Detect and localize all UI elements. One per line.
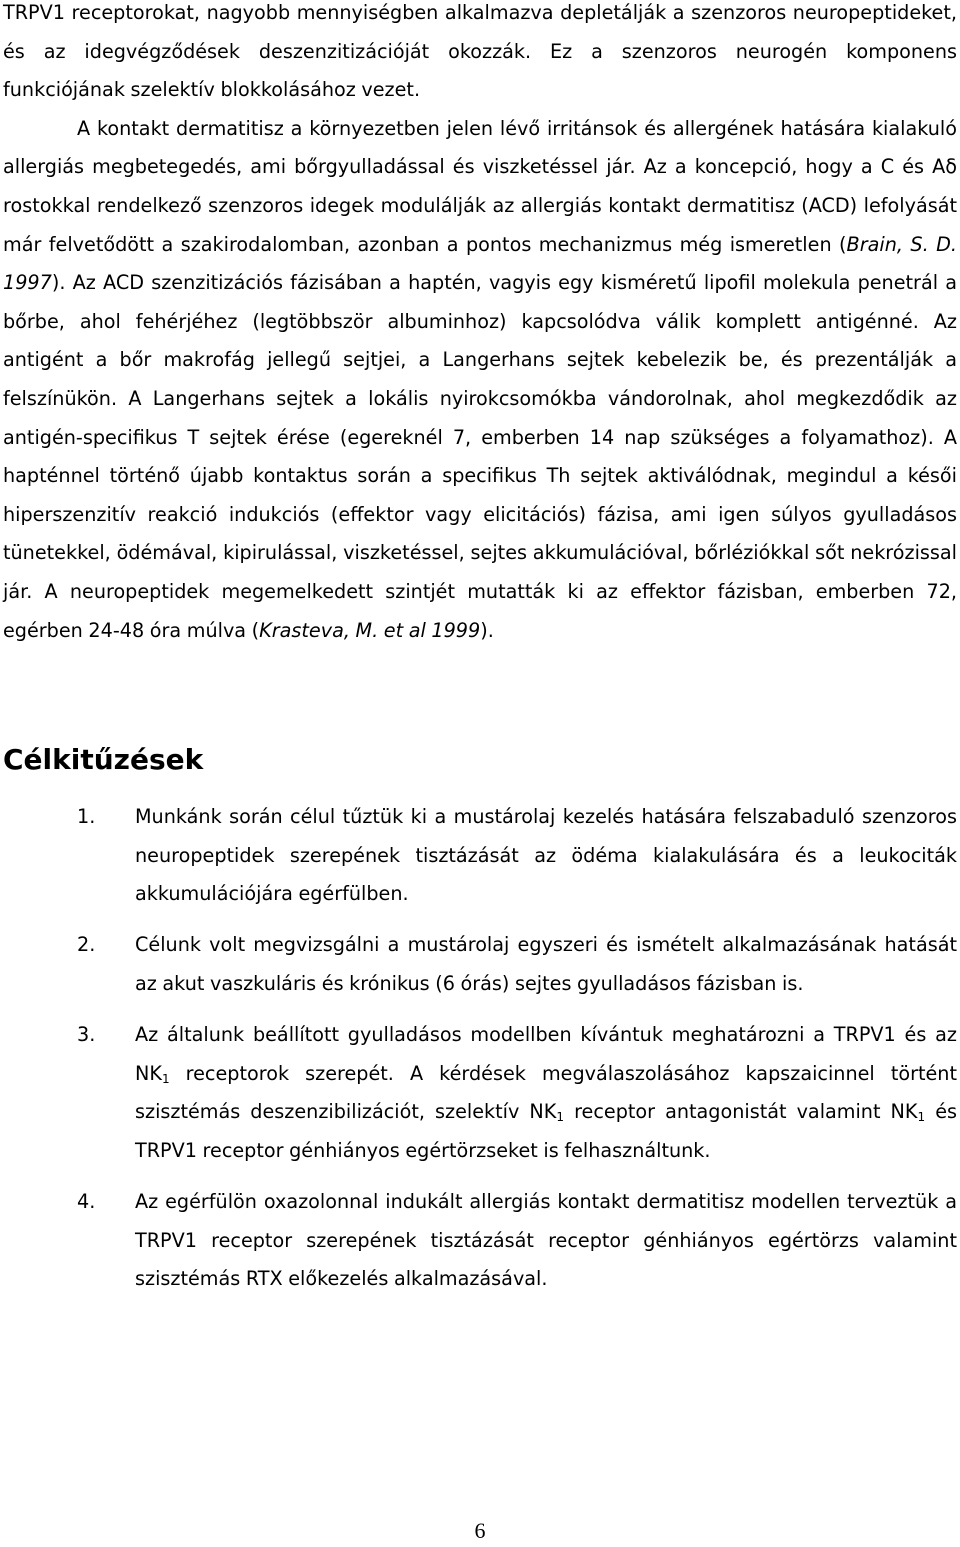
goal-text: Célunk volt megvizsgálni a mustárolaj egyszeri és ismételt alkalmazásának hatását az akut vaszkuláris és krónikus (6 órás) sejtes gyulladásos fázisban is. bbox=[135, 933, 957, 996]
goal-number: 3. bbox=[77, 1023, 96, 1047]
goal-text: Munkánk során célul tűztük ki a mustárolaj kezelés hatására felszabaduló szenzoros neuropeptidek szerepének tisztázását az ödéma kialakulására és a leukociták akkumulációjára egérfülben. bbox=[135, 805, 957, 906]
goal-item bbox=[3, 1183, 957, 1299]
goal-number: 2. bbox=[77, 933, 96, 957]
goal-number: 4. bbox=[77, 1190, 96, 1214]
citation: Brain, S. D. 1997 bbox=[3, 232, 957, 295]
goal-item bbox=[3, 1016, 957, 1170]
goal-text: Az egérfülön oxazolonnal indukált allergiás kontakt dermatitisz modellen terveztük a TRPV1 receptor szerepének tisztázását receptor génhiányos egértörzs valamint szisztémás RTX előkezelés alkalmazásával. bbox=[135, 1190, 957, 1291]
paragraph-intro: TRPV1 receptorokat, nagyobb mennyiségben alkalmazva depletálják a szenzoros neuropeptideket, és az idegvégződések deszenzitizációját okozzák. Ez a szenzoros neurogén komponens funkciójának szelektív blokkolásához vezet. bbox=[3, 1, 957, 102]
goal-number: 1. bbox=[77, 805, 96, 829]
goal-item bbox=[3, 798, 957, 914]
subscript: 1 bbox=[556, 1110, 565, 1125]
subscript: 1 bbox=[917, 1110, 926, 1125]
citation: Krasteva, M. et al 1999 bbox=[259, 618, 481, 642]
goals-list bbox=[3, 798, 957, 1299]
document-page bbox=[3, 0, 957, 1312]
subscript: 1 bbox=[161, 1071, 170, 1086]
section-heading: Célkitűzések bbox=[3, 743, 204, 777]
page-number: 6 bbox=[474, 1518, 486, 1543]
paragraph-contact-dermatitis: A kontakt dermatitisz a környezetben jelen lévő irritánsok és allergének hatására kialakuló allergiás megbetegedés, ami bőrgyulladással és viszketéssel jár. Az a koncepció, hogy a C és Aδ rostokkal rendelkező szenzoros idegek modulálják az allergiás kontakt dermatitisz (ACD) lefolyását már felvetődött a szakirodalomban, azonban a pontos mechanizmus még ismeretlen (Brain, S. D. 1997). Az ACD szenzitizációs fázisában a haptén, vagyis egy kisméretű lipofil molekula penetrál a bőrbe, ahol fehérjéhez (legtöbbször albuminhoz) kapcsolódva válik komplett antigénné. Az antigént a bőr makrofág jellegű sejtjei, a Langerhans sejtek kebelezik be, és prezentálják a felszínükön. A Langerhans sejtek a lokális nyirokcsomókba vándorolnak, ahol megkezdődik az antigén-specifikus T sejtek érése (egereknél 7, emberben 14 nap szükséges a folyamathoz). A hapténnel történő újabb kontaktus során a specifikus Th sejtek aktiválódnak, megindul a késői hiperszenzitív reakció indukciós (effektor vagy elicitációs) fázisa, ami igen súlyos gyulladásos tünetekkel, ödémával, kipirulással, viszketéssel, sejtes akkumulációval, bőrléziókkal sőt nekrózissal jár. A neuropeptidek megemelkedett szintjét mutatták ki az effektor fázisban, emberben 72, egérben 24-48 óra múlva (Krasteva, M. et al 1999). bbox=[3, 116, 957, 642]
goal-item bbox=[3, 926, 957, 1003]
goal-text: Az általunk beállított gyulladásos modellben kívántuk meghatározni a TRPV1 és az $NK_1$ receptorok szerepét. A kérdések megválaszolásához kapszaicinnel történt szisztémás deszenzibilizációt, szelektív $NK_1$ receptor antagonistát valamint $NK_1$ és TRPV1 receptor génhiányos egértörzseket is felhasználtunk. bbox=[135, 1023, 958, 1163]
